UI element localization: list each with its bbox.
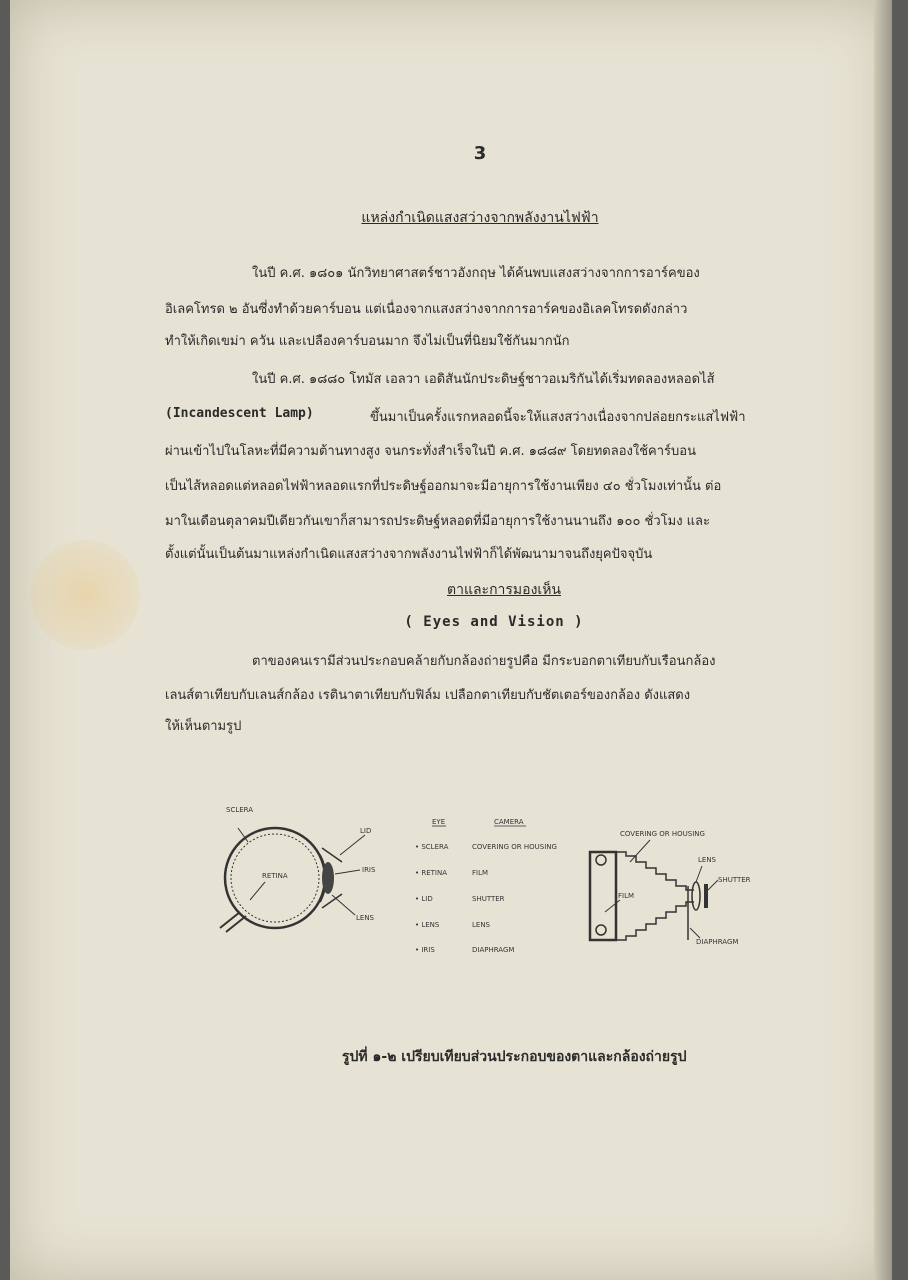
incandescent-lamp-term: (Incandescent Lamp) <box>165 406 314 421</box>
lid-label: LID <box>360 827 372 835</box>
english-title: ( Eyes and Vision ) <box>404 614 584 630</box>
paragraph-line: มาในเดือนตุลาคมปีเดียวกันเขาก็สามารถประดิษฐ์หลอดที่มีอายุการใช้งานนานถึง ๑๐๐ ชั่วโมง และ <box>165 514 710 529</box>
table-row-eye: • IRIS <box>415 946 435 954</box>
table-row-eye: • SCLERA <box>415 843 449 851</box>
eye-camera-figure <box>210 800 770 960</box>
table-row-camera: DIAPHRAGM <box>472 946 515 954</box>
document-page <box>10 0 892 1280</box>
paragraph-line: ตั้งแต่นั้นเป็นต้นมาแหล่งกำเนิดแสงสว่างจากพลังงานไฟฟ้าก็ได้พัฒนามาจนถึงยุคปัจจุบัน <box>165 547 653 562</box>
paragraph-line: อิเลคโทรด ๒ อันซึ่งทำด้วยคาร์บอน แต่เนื่องจากแสงสว่างจากการอาร์คของอิเลคโทรดดังกล่าว <box>165 302 688 317</box>
paragraph-line: ตาของคนเรามีส่วนประกอบคล้ายกับกล้องถ่ายรูปคือ มีกระบอกตาเทียบกับเรือนกล้อง <box>252 654 716 669</box>
page-number: 3 <box>473 143 487 164</box>
camera-film-label: FILM <box>618 892 635 900</box>
paragraph-line: เป็นไส้หลอดแต่หลอดไฟฟ้าหลอดแรกที่ประดิษฐ์ออกมาจะมีอายุการใช้งานเพียง ๔๐ ชั่วโมงเท่านั้น ต่อ <box>165 479 722 494</box>
iris-label: IRIS <box>362 866 376 874</box>
paragraph-line: ทำให้เกิดเขม่า ควัน และเปลืองคาร์บอนมาก จึงไม่เป็นที่นิยมใช้กันมากนัก <box>165 334 570 349</box>
eye-column-header: EYE <box>432 818 446 826</box>
paragraph-line: ในปี ค.ศ. ๑๘๐๑ นักวิทยาศาสตร์ชาวอังกฤษ ได้ค้นพบแสงสว่างจากการอาร์คของ <box>252 266 700 281</box>
paragraph-line: ในปี ค.ศ. ๑๘๘๐ โทมัส เอลวา เอดิสันนักประดิษฐ์ชาวอเมริกันได้เริ่มทดลองหลอดไส้ <box>252 372 715 387</box>
paragraph-line: ให้เห็นตามรูป <box>165 719 242 734</box>
camera-diaphragm-label: DIAPHRAGM <box>696 938 739 946</box>
table-row-camera: LENS <box>472 921 491 929</box>
table-row-camera: COVERING OR HOUSING <box>472 843 557 851</box>
paragraph-line: ผ่านเข้าไปในโลหะที่มีความต้านทางสูง จนกระทั่งสำเร็จในปี ค.ศ. ๑๘๘๙ โดยทดลองใช้คาร์บอน <box>165 444 696 459</box>
eye-diagram <box>220 806 376 932</box>
camera-column-header: CAMERA <box>494 818 524 826</box>
comparison-table <box>415 818 557 954</box>
camera-diagram <box>590 830 751 946</box>
camera-shutter-label: SHUTTER <box>718 876 751 884</box>
sclera-label: SCLERA <box>226 806 254 814</box>
figure-caption: รูปที่ ๑-๒ เปรียบเทียบส่วนประกอบของตาและกล้องถ่ายรูป <box>342 1049 687 1065</box>
paragraph-line: ขึ้นมาเป็นครั้งแรกหลอดนี้จะให้แสงสว่างเนื่องจากปล่อยกระแสไฟฟ้า <box>370 410 746 425</box>
table-row-camera: FILM <box>472 869 489 877</box>
eye-lens-label: LENS <box>356 914 375 922</box>
section-heading-light-sources: แหล่งกำเนิดแสงสว่างจากพลังงานไฟฟ้า <box>361 210 599 226</box>
table-row-camera: SHUTTER <box>472 895 505 903</box>
page-edge <box>874 0 892 1280</box>
paragraph-line: เลนส์ตาเทียบกับเลนส์กล้อง เรตินาตาเทียบกับฟิล์ม เปลือกตาเทียบกับชัตเตอร์ของกล้อง ดังแสดง <box>165 688 691 703</box>
section-heading-eyes: ตาและการมองเห็น <box>447 582 561 598</box>
camera-covering-label: COVERING OR HOUSING <box>620 830 705 838</box>
table-row-eye: • LENS <box>415 921 440 929</box>
camera-lens-label: LENS <box>698 856 717 864</box>
retina-label: RETINA <box>262 872 288 880</box>
table-row-eye: • LID <box>415 895 433 903</box>
table-row-eye: • RETINA <box>415 869 448 877</box>
